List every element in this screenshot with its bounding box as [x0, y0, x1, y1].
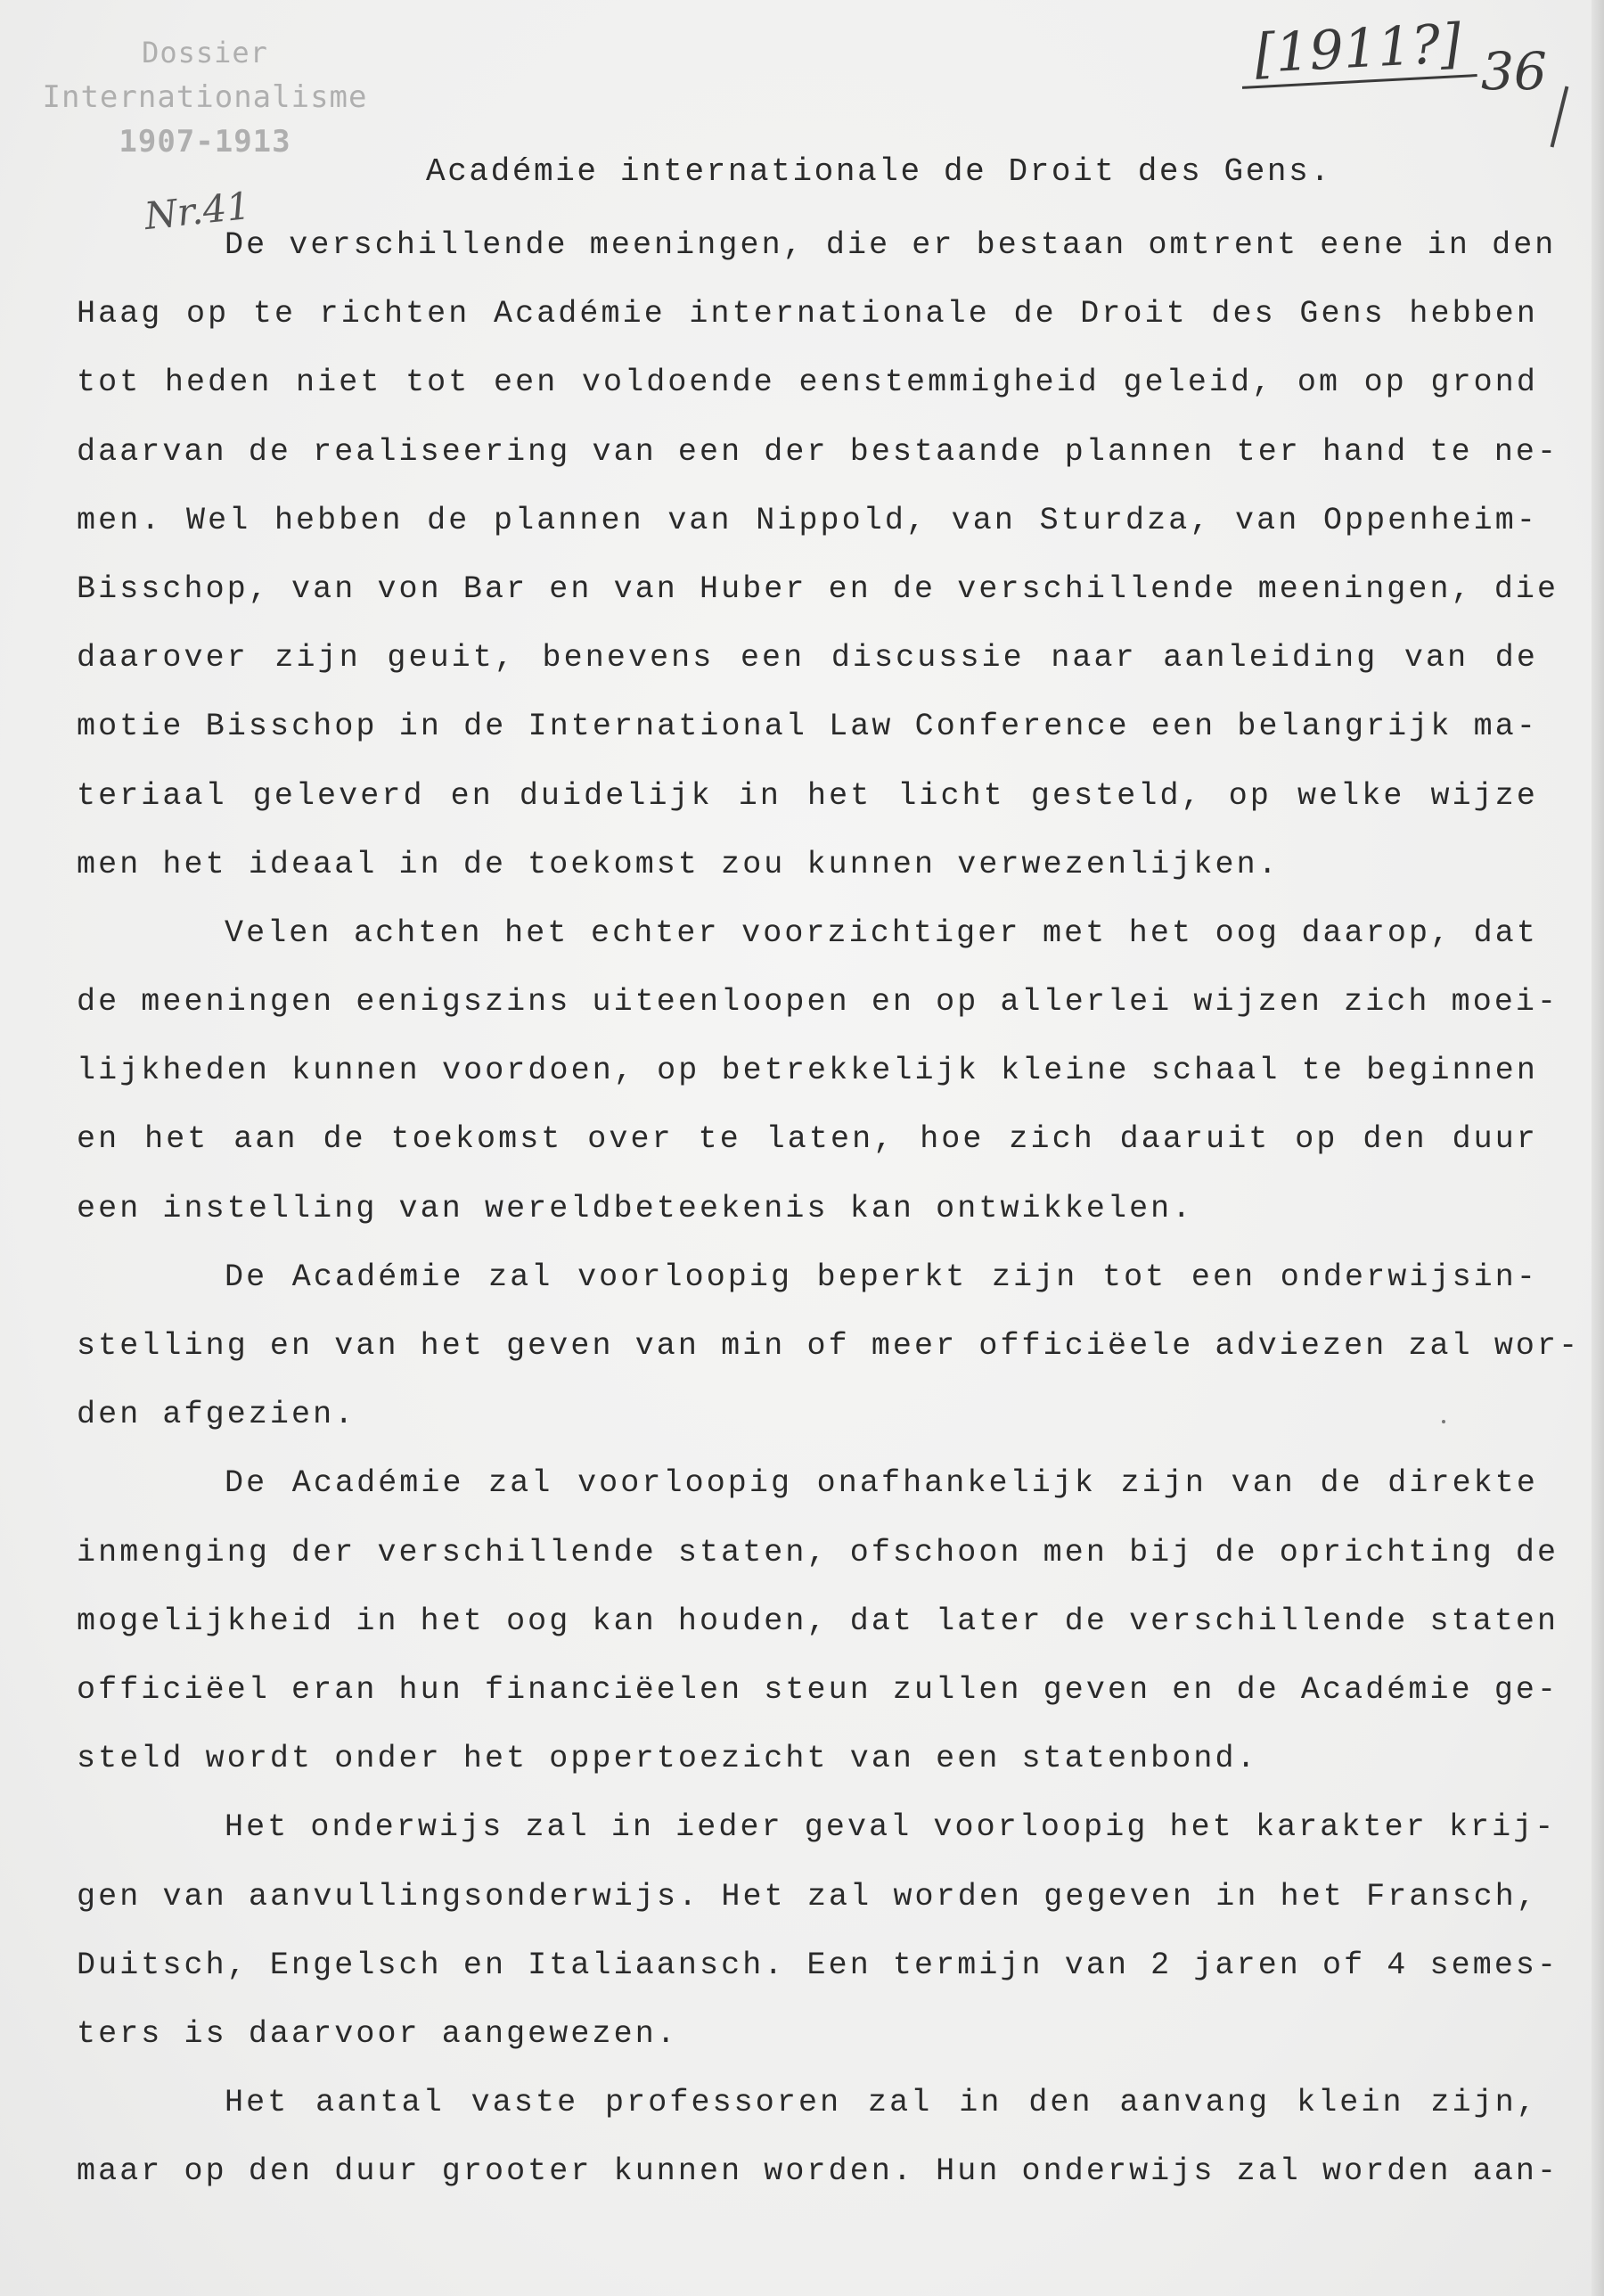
- text-line: een instelling van wereldbeteekenis kan ontwikkelen.: [77, 1190, 1194, 1226]
- text-line: daarvan de realiseering van een der bestaande plannen ter hand te ne-: [77, 433, 1559, 470]
- paragraph: [77, 907, 1559, 1251]
- text-line: Het aantal vaste professoren zal in den aanvang klein zijn,: [225, 2085, 1538, 2121]
- handwritten-item-number: Nr.41: [142, 183, 253, 239]
- text-line: De verschillende meeningen, die er bestaan omtrent eene in den: [225, 227, 1557, 263]
- stamp-dossier: Dossier: [142, 36, 268, 70]
- text-line: tot heden niet tot een voldoende eenstemmigheid geleid, om op grond: [77, 365, 1538, 401]
- text-line: de meeningen eenigszins uiteenloopen en op allerlei wijzen zich moei-: [77, 984, 1559, 1021]
- text-line: De Académie zal voorloopig beperkt zijn tot een onderwijsin-: [225, 1259, 1538, 1295]
- text-line: den afgezien.: [77, 1397, 356, 1433]
- document-body: [77, 219, 1581, 2214]
- text-line: Haag op te richten Académie internationale de Droit des Gens hebben: [77, 296, 1538, 332]
- text-line: Duitsch, Engelsch en Italiaansch. Een termijn van 2 jaren of 4 semes-: [77, 1947, 1559, 1983]
- text-line: steld wordt onder het oppertoezicht van een statenbond.: [77, 1741, 1258, 1777]
- paper-speck: [1442, 1420, 1445, 1423]
- paragraph: [77, 1251, 1581, 1458]
- text-line: teriaal geleverd en duidelijk in het licht gesteld, op welke wijze: [77, 777, 1538, 814]
- text-line: Het onderwijs zal in ieder geval voorloopig het karakter krij-: [225, 1809, 1557, 1846]
- paragraph: [77, 1457, 1559, 1801]
- text-line: officiëel eran hun financiëelen steun zullen geven en de Académie ge-: [77, 1671, 1559, 1708]
- stamp-collection: Internationalisme: [42, 79, 368, 115]
- text-line: ters is daarvoor aangewezen.: [77, 2015, 678, 2052]
- text-line: Velen achten het echter voorzichtiger met het oog daarop, dat: [225, 914, 1538, 951]
- paper-edge-shadow: [1592, 0, 1604, 2296]
- text-line: men het ideaal in de toekomst zou kunnen verwezenlijken.: [77, 846, 1280, 882]
- stamp-years: 1907-1913: [119, 124, 291, 160]
- text-line: mogelijkheid in het oog kan houden, dat later de verschillende staten: [77, 1603, 1559, 1639]
- text-line: inmenging der verschillende staten, ofschoon men bij de oprichting de: [77, 1534, 1559, 1570]
- handwritten-folio-number: 36: [1481, 41, 1547, 102]
- folio-mark-stroke: [1551, 86, 1569, 148]
- document-title: Académie internationale de Droit des Gens.: [426, 153, 1332, 190]
- paragraph: [77, 2077, 1559, 2214]
- text-line: maar op den duur grooter kunnen worden. Hun onderwijs zal worden aan-: [77, 2153, 1559, 2190]
- archive-stamp: [27, 30, 383, 164]
- paragraph: [77, 1801, 1559, 2077]
- date-note-text: [1911?]: [1239, 12, 1477, 89]
- text-line: stelling en van het geven van min of meer officiëele adviezen zal wor-: [77, 1328, 1581, 1364]
- text-line: en het aan de toekomst over te laten, hoe zich daaruit op den duur: [77, 1121, 1538, 1158]
- text-line: gen van aanvullingsonderwijs. Het zal worden gegeven in het Fransch,: [77, 1878, 1538, 1915]
- handwritten-date-note: [1240, 12, 1476, 86]
- text-line: men. Wel hebben de plannen van Nippold, van Sturdza, van Oppenheim-: [77, 502, 1538, 538]
- text-line: Bisschop, van von Bar en van Huber en de verschillende meeningen, die: [77, 570, 1559, 607]
- text-line: daarover zijn geuit, benevens een discussie naar aanleiding van de: [77, 640, 1538, 676]
- paragraph: [77, 219, 1559, 907]
- text-line: De Académie zal voorloopig onafhankelijk zijn van de direkte: [225, 1465, 1538, 1502]
- text-line: motie Bisschop in de International Law Conference een belangrijk ma-: [77, 709, 1538, 745]
- text-line: lijkheden kunnen voordoen, op betrekkelijk kleine schaal te beginnen: [77, 1053, 1538, 1089]
